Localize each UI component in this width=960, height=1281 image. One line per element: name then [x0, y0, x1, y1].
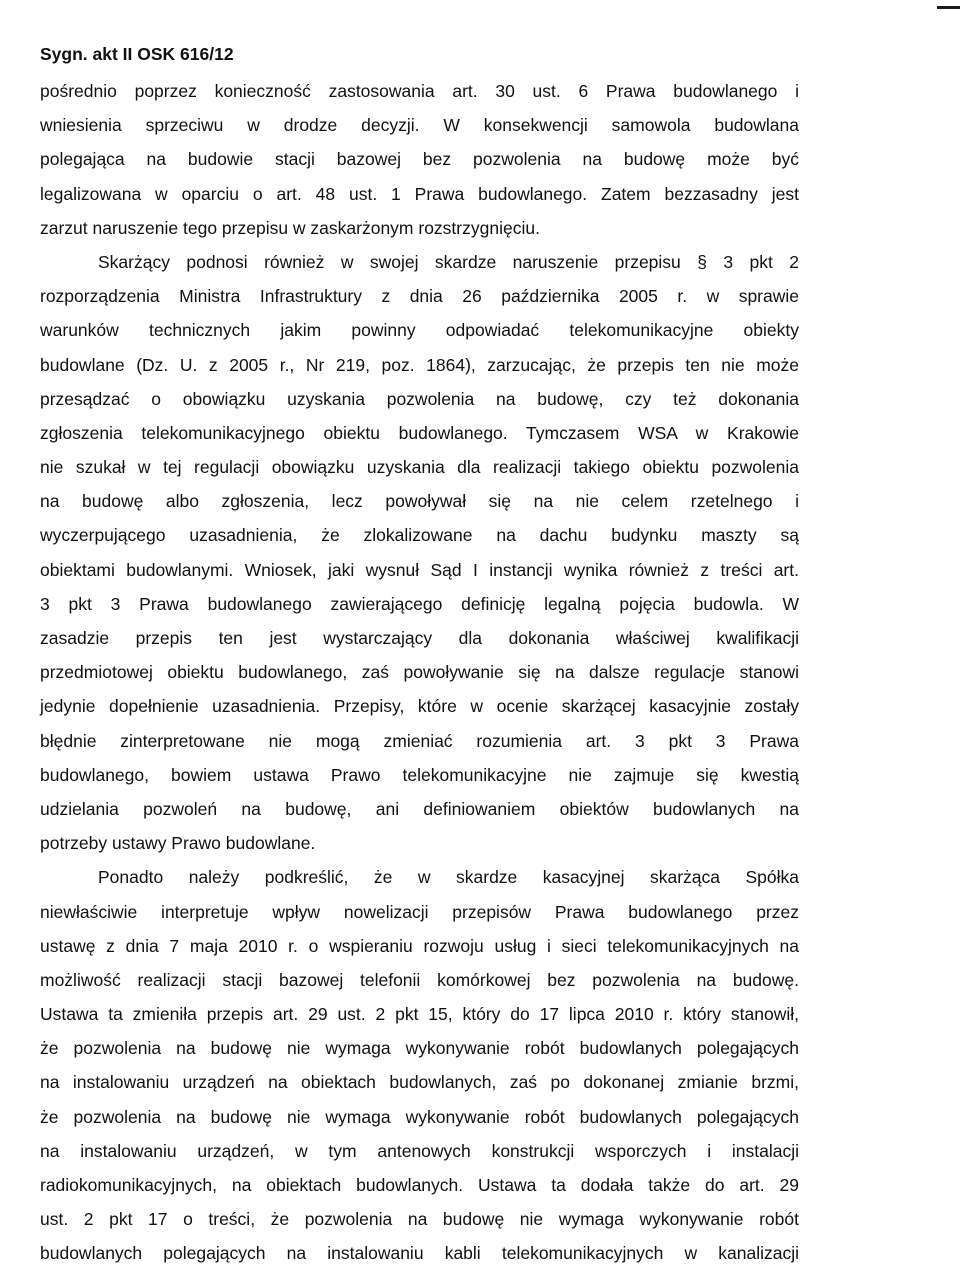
text-line: na instalowaniu urządzeń, w tym antenowych konstrukcji wsporczych i instalacji — [40, 1140, 799, 1161]
scan-edge-mark — [937, 6, 960, 9]
text-line: na budowę albo zgłoszenia, lecz powoływał się na nie celem rzetelnego i — [40, 491, 799, 512]
text-line: że pozwolenia na budowę nie wymaga wykonywanie robót budowlanych polegających — [40, 1038, 799, 1059]
text-line: na instalowaniu urządzeń na obiektach budowlanych, zaś po dokonanej zmianie brzmi, — [40, 1072, 799, 1093]
text-line: obiektami budowlanymi. Wniosek, jaki wysnuł Sąd I instancji wynika również z treści art. — [40, 559, 799, 580]
document-body — [40, 74, 799, 1271]
text-line: niewłaściwie interpretuje wpływ nowelizacji przepisów Prawa budowlanego przez — [40, 901, 799, 922]
text-line: ust. 2 pkt 17 o treści, że pozwolenia na budowę nie wymaga wykonywanie robót — [40, 1209, 799, 1230]
text-line: że pozwolenia na budowę nie wymaga wykonywanie robót budowlanych polegających — [40, 1106, 799, 1127]
text-line: zgłoszenia telekomunikacyjnego obiektu budowlanego. Tymczasem WSA w Krakowie — [40, 422, 799, 443]
text-line: przesądzać o obowiązku uzyskania pozwolenia na budowę, czy też dokonania — [40, 388, 799, 409]
text-line: polegająca na budowie stacji bazowej bez pozwolenia na budowę może być — [40, 149, 799, 170]
text-line: przedmiotowej obiektu budowlanego, zaś powoływanie się na dalsze regulacje stanowi — [40, 662, 799, 683]
text-line: warunków technicznych jakim powinny odpowiadać telekomunikacyjne obiekty — [40, 320, 799, 341]
text-line: pośrednio poprzez konieczność zastosowania art. 30 ust. 6 Prawa budowlanego i — [40, 81, 799, 101]
text-line: ustawę z dnia 7 maja 2010 r. o wspieraniu rozwoju usług i sieci telekomunikacyjnych na — [40, 935, 799, 956]
text-line: nie szukał w tej regulacji obowiązku uzyskania dla realizacji takiego obiektu pozwolenia — [40, 457, 799, 478]
text-line: legalizowana w oparciu o art. 48 ust. 1 Prawa budowlanego. Zatem bezzasadny jest — [40, 183, 799, 204]
text-line: budowlanych polegających na instalowaniu kabli telekomunikacyjnych w kanalizacji — [40, 1243, 799, 1264]
text-line: budowlanego, bowiem ustawa Prawo telekomunikacyjne nie zajmuje się kwestią — [40, 764, 799, 785]
text-line: jedynie dopełnienie uzasadnienia. Przepisy, które w ocenie skarżącej kasacyjnie zostały — [40, 696, 799, 717]
text-line: błędnie zinterpretowane nie mogą zmieniać rozumienia art. 3 pkt 3 Prawa — [40, 730, 799, 751]
text-line: zasadzie przepis ten jest wystarczający dla dokonania właściwej kwalifikacji — [40, 628, 799, 648]
text-line: Ustawa ta zmieniła przepis art. 29 ust. 2 pkt 15, który do 17 lipca 2010 r. który stanowił, — [40, 1004, 799, 1025]
text-line: udzielania pozwoleń na budowę, ani definiowaniem obiektów budowlanych na — [40, 798, 799, 819]
case-number-heading: Sygn. akt II OSK 616/12 — [40, 44, 234, 64]
text-line: rozporządzenia Ministra Infrastruktury z dnia 26 października 2005 r. w sprawie — [40, 286, 799, 307]
text-line: wyczerpującego uzasadnienia, że zlokalizowane na dachu budynku maszty są — [40, 525, 799, 546]
text-line: wniesienia sprzeciwu w drodze decyzji. W konsekwencji samowola budowlana — [40, 115, 799, 136]
text-line: potrzeby ustawy Prawo budowlane. — [40, 833, 316, 854]
text-line: 3 pkt 3 Prawa budowlanego zawierającego definicję legalną pojęcia budowla. W — [40, 593, 799, 614]
text-line: budowlane (Dz. U. z 2005 r., Nr 219, poz. 1864), zarzucając, że przepis ten nie może — [40, 354, 799, 375]
text-line: zarzut naruszenie tego przepisu w zaskarżonym rozstrzygnięciu. — [40, 217, 540, 238]
text-line: Ponadto należy podkreślić, że w skardze kasacyjnej skarżąca Spółka — [98, 867, 799, 888]
text-line: radiokomunikacyjnych, na obiektach budowlanych. Ustawa ta dodała także do art. 29 — [40, 1175, 799, 1195]
text-line: możliwość realizacji stacji bazowej telefonii komórkowej bez pozwolenia na budowę. — [40, 969, 799, 990]
text-line: Skarżący podnosi również w swojej skardze naruszenie przepisu § 3 pkt 2 — [98, 251, 799, 272]
